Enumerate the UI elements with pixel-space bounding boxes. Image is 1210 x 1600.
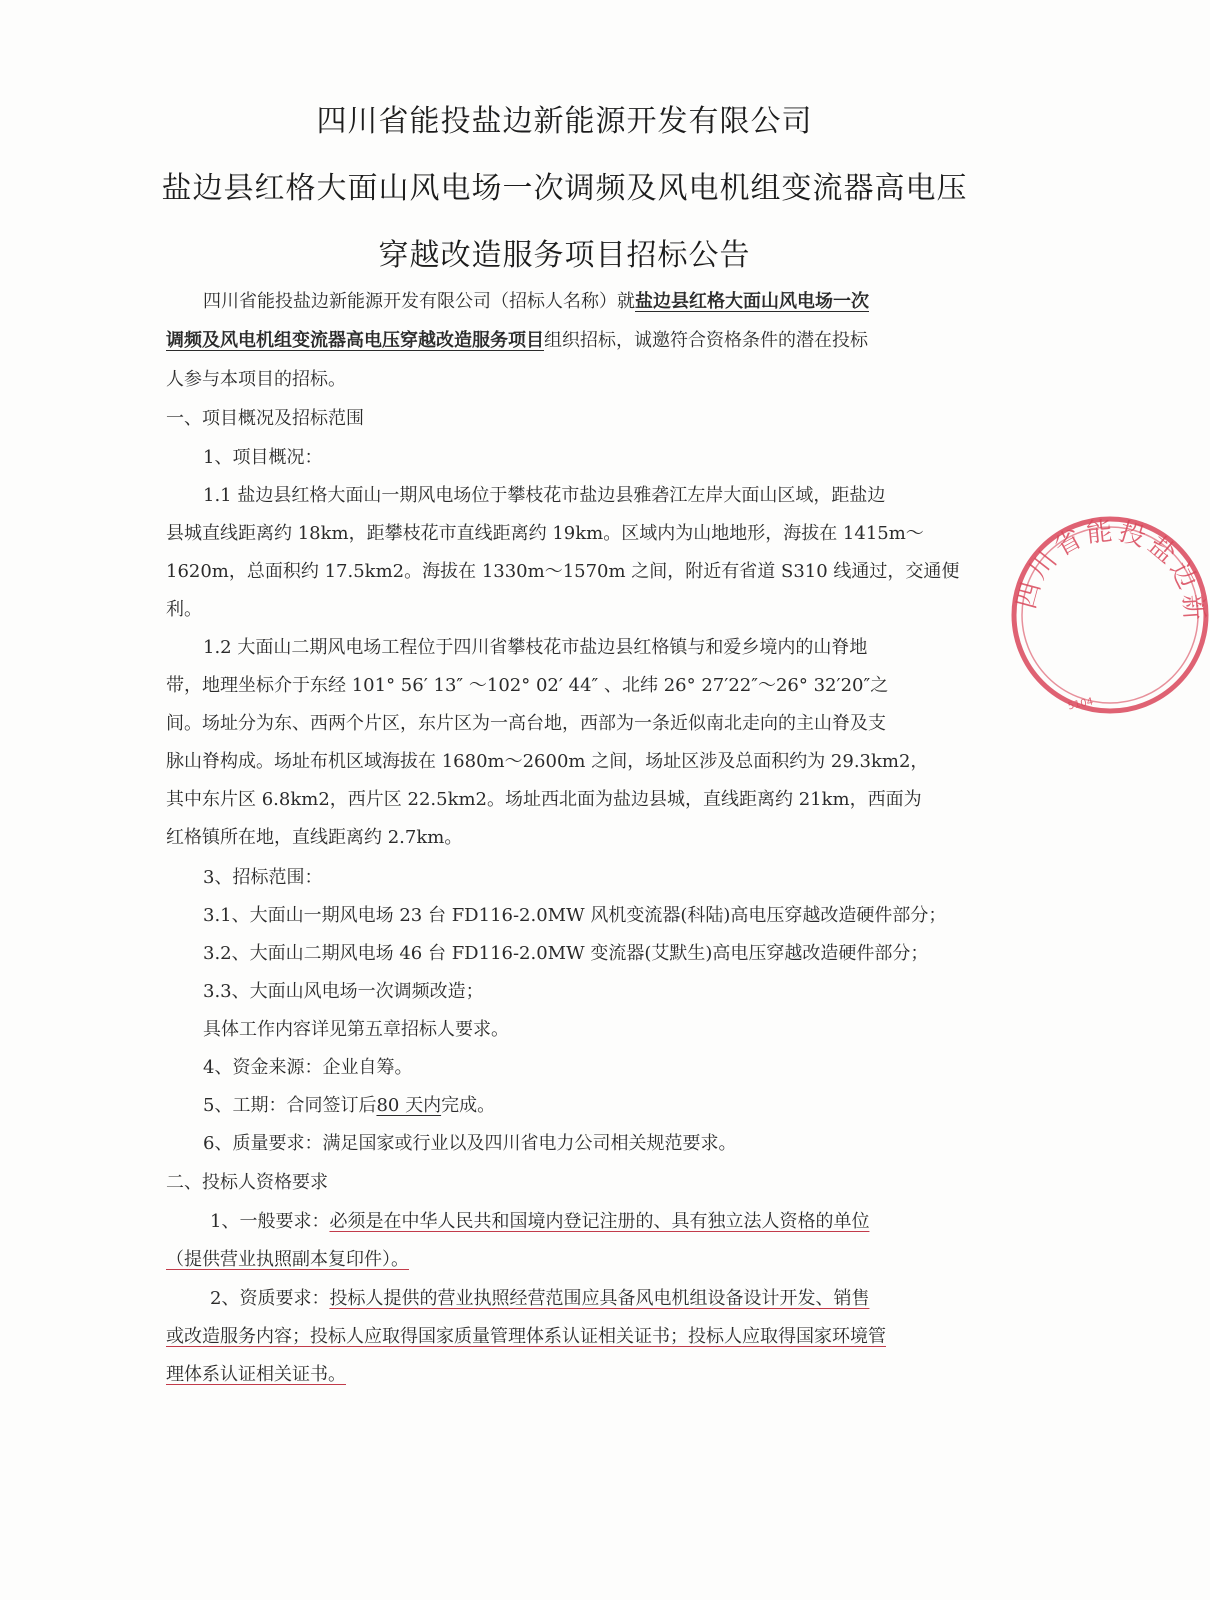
general-req-line-1: 1、一般要求：必须是在中华人民共和国境内登记注册的、具有独立法人资格的单位 <box>210 1211 870 1232</box>
scope-item: 3.1、大面山一期风电场 23 台 FD116-2.0MW 风机变流器(科陆)高电压穿越改造硬件部分； <box>203 905 947 926</box>
p12-line: 红格镇所在地，直线距离约 2.7km。 <box>166 827 463 848</box>
scope-item: 3.3、大面山风电场一次调频改造； <box>203 981 484 1002</box>
sub3-heading: 3、招标范围： <box>203 867 323 888</box>
scope-note: 具体工作内容详见第五章招标人要求。 <box>203 1019 509 1040</box>
funding-line: 4、资金来源：企业自筹。 <box>203 1057 413 1078</box>
seal-text: 四川省能投盐边新 <box>1011 515 1209 626</box>
p11-line: 县城直线距离约 18km，距攀枝花市直线距离约 19km。区域内为山地地形，海拔在 1415m～ <box>166 523 924 544</box>
qual-req-underlined: 投标人提供的营业执照经营范围应具备风电机组设备设计开发、销售 <box>329 1288 870 1309</box>
p12-line: 其中东片区 6.8km2，西片区 22.5km2。场址西北面为盐边县城，直线距离约 21km，西面为 <box>166 789 922 810</box>
seal-graphic <box>1010 515 1210 715</box>
project-name-underlined-cont: 调频及风电机组变流器高电压穿越改造服务项目 <box>166 330 544 351</box>
intro-line-1: 四川省能投盐边新能源开发有限公司（招标人名称）就盐边县红格大面山风电场一次 <box>203 291 869 312</box>
qual-req-line-3: 理体系认证相关证书。 <box>166 1364 346 1385</box>
general-req-underlined: 必须是在中华人民共和国境内登记注册的、具有独立法人资格的单位 <box>329 1211 870 1232</box>
p11-line: 利。 <box>166 599 202 620</box>
title-project-line1: 盐边县红格大面山风电场一次调频及风电机组变流器高电压 <box>161 171 968 206</box>
title-company: 四川省能投盐边新能源开发有限公司 <box>316 104 813 139</box>
p12-line: 带，地理坐标介于东经 101° 56′ 13″ ～102° 02′ 44″ 、北纬 26° 27′22″～26° 32′20″之 <box>166 675 889 696</box>
general-req-line-2: （提供营业执照副本复印件）。 <box>166 1249 409 1270</box>
sub1-heading: 1、项目概况： <box>203 447 323 468</box>
period-days: 80 天内 <box>376 1095 442 1116</box>
period-line: 5、工期：合同签订后80 天内完成。 <box>203 1095 496 1116</box>
scope-item: 3.2、大面山二期风电场 46 台 FD116-2.0MW 变流器(艾默生)高电压穿越改造硬件部分； <box>203 943 929 964</box>
intro-line-2: 调频及风电机组变流器高电压穿越改造服务项目组织招标，诚邀符合资格条件的潜在投标 <box>166 330 868 351</box>
section2-heading: 二、投标人资格要求 <box>166 1172 328 1193</box>
section1-heading: 一、项目概况及招标范围 <box>166 408 364 429</box>
project-name-underlined: 盐边县红格大面山风电场一次 <box>635 291 869 312</box>
company-seal <box>1010 515 1210 715</box>
quality-line: 6、质量要求：满足国家或行业以及四川省电力公司相关规范要求。 <box>203 1133 737 1154</box>
p12-line: 脉山脊构成。场址布机区域海拔在 1680m～2600m 之间，场址区涉及总面积约为 29.3km2， <box>166 751 929 772</box>
seal-code: 5104 <box>1067 696 1095 713</box>
qual-req-line-2: 或改造服务内容；投标人应取得国家质量管理体系认证相关证书；投标人应取得国家环境管 <box>166 1326 886 1347</box>
p12-line: 1.2 大面山二期风电场工程位于四川省攀枝花市盐边县红格镇与和爱乡境内的山脊地 <box>203 637 868 658</box>
qual-req-line-1: 2、资质要求：投标人提供的营业执照经营范围应具备风电机组设备设计开发、销售 <box>210 1288 870 1309</box>
p12-line: 间。场址分为东、西两个片区，东片区为一高台地，西部为一条近似南北走向的主山脊及支 <box>166 713 886 734</box>
intro-line-3: 人参与本项目的招标。 <box>166 369 346 390</box>
title-project-line2: 穿越改造服务项目招标公告 <box>378 238 751 273</box>
svg-text:四川省能投盐边新 <box>1011 516 1208 625</box>
p11-line: 1620m，总面积约 17.5km2。海拔在 1330m～1570m 之间，附近有省道 S310 线通过，交通便 <box>166 561 960 582</box>
p11-line: 1.1 盐边县红格大面山一期风电场位于攀枝花市盐边县雅砻江左岸大面山区域，距盐边 <box>203 485 886 506</box>
